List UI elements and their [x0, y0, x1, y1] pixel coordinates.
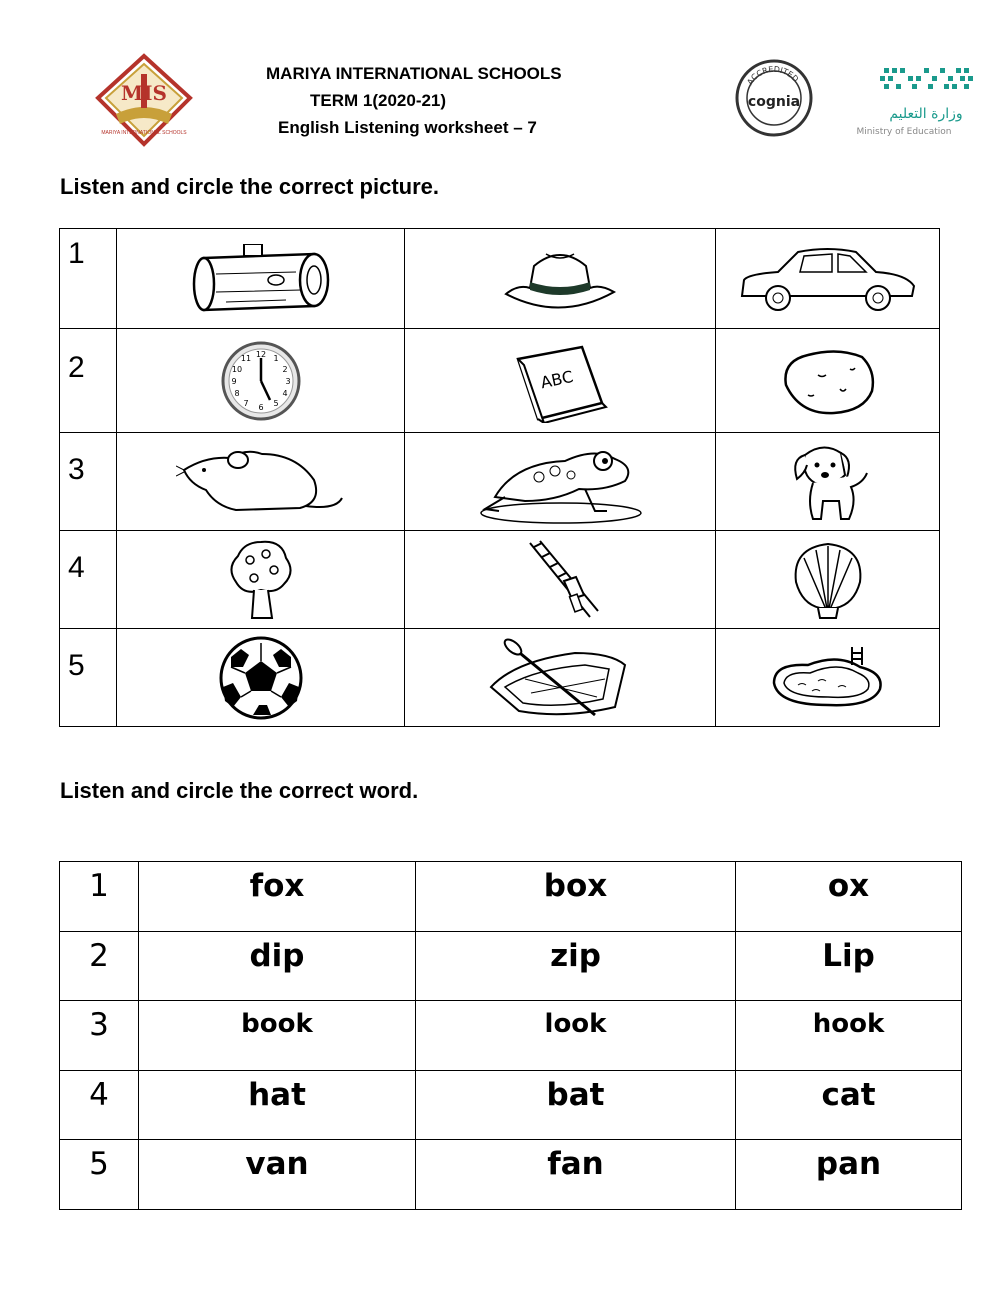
svg-text:3: 3	[284, 376, 291, 386]
frog-icon	[475, 439, 645, 525]
row-number: 2	[60, 329, 117, 433]
svg-text:2: 2	[281, 364, 288, 374]
svg-text:cognia: cognia	[747, 94, 801, 110]
svg-text:8: 8	[233, 388, 240, 398]
word-option[interactable]: ox	[736, 862, 962, 932]
svg-text:6: 6	[257, 402, 264, 412]
row-number: 3	[60, 1001, 139, 1071]
picture-instruction: Listen and circle the correct picture.	[60, 174, 440, 199]
word-option[interactable]: hat	[139, 1071, 416, 1140]
word-option[interactable]: box	[416, 862, 736, 932]
svg-text:4: 4	[281, 388, 288, 398]
svg-text:MIS: MIS	[121, 81, 167, 105]
picture-option[interactable]	[716, 629, 940, 727]
pool-icon	[768, 643, 888, 713]
svg-text:5: 5	[272, 398, 279, 408]
picture-option[interactable]	[405, 229, 716, 329]
cognia-accreditation-seal	[734, 58, 814, 138]
school-logo	[92, 52, 196, 148]
word-option[interactable]: look	[416, 1001, 736, 1071]
boat-icon	[485, 635, 635, 721]
puppy-icon	[783, 439, 873, 525]
word-option[interactable]: pan	[736, 1140, 962, 1210]
tree-icon	[226, 538, 296, 622]
row-number: 1	[60, 862, 139, 932]
row-number: 1	[60, 229, 117, 329]
picture-row	[60, 433, 940, 531]
word-option[interactable]: fan	[416, 1140, 736, 1210]
word-option[interactable]: van	[139, 1140, 416, 1210]
word-row	[60, 1140, 962, 1210]
picture-option[interactable]	[117, 629, 405, 727]
picture-option[interactable]	[117, 329, 405, 433]
picture-table	[59, 228, 940, 727]
word-option[interactable]: fox	[139, 862, 416, 932]
svg-text:Ministry of Education: Ministry of Education	[856, 127, 952, 137]
svg-text:12: 12	[255, 349, 266, 359]
header-text	[230, 60, 650, 141]
word-option[interactable]: hook	[736, 1001, 962, 1071]
picture-option[interactable]	[716, 433, 940, 531]
book-icon	[510, 339, 610, 423]
picture-option[interactable]	[117, 229, 405, 329]
word-option[interactable]: cat	[736, 1071, 962, 1140]
term: TERM 1(2020-21)	[310, 91, 447, 110]
word-row	[60, 1071, 962, 1140]
picture-row	[60, 629, 940, 727]
picture-option[interactable]	[405, 531, 716, 629]
word-row	[60, 862, 962, 932]
svg-text:وزارة التعليم: وزارة التعليم	[889, 106, 963, 122]
worksheet-title: English Listening worksheet – 7	[278, 118, 537, 137]
svg-text:9: 9	[230, 376, 237, 386]
word-instruction: Listen and circle the correct word.	[60, 778, 419, 803]
picture-option[interactable]	[117, 433, 405, 531]
svg-text:ABC: ABC	[538, 366, 575, 392]
rat-icon	[176, 440, 346, 524]
svg-text:1: 1	[272, 353, 279, 363]
word-option[interactable]: bat	[416, 1071, 736, 1140]
school-name: MARIYA INTERNATIONAL SCHOOLS	[266, 64, 562, 83]
picture-option[interactable]	[405, 629, 716, 727]
svg-text:10: 10	[231, 364, 242, 374]
picture-row	[60, 329, 940, 433]
row-number: 3	[60, 433, 117, 531]
log-icon	[186, 244, 336, 314]
row-number: 2	[60, 932, 139, 1001]
word-option[interactable]: Lip	[736, 932, 962, 1001]
svg-text:ACCREDITED: ACCREDITED	[745, 64, 801, 87]
word-option[interactable]: book	[139, 1001, 416, 1071]
car-icon	[738, 244, 918, 314]
word-row	[60, 1001, 962, 1071]
shell-icon	[788, 538, 868, 622]
word-table	[59, 861, 962, 1210]
ministry-of-education-logo	[836, 62, 976, 142]
picture-row	[60, 531, 940, 629]
hat-icon	[500, 244, 620, 314]
word-option[interactable]: dip	[139, 932, 416, 1001]
svg-text:11: 11	[240, 353, 251, 363]
svg-text:MARIYA INTERNATIONAL SCHOOLS: MARIYA INTERNATIONAL SCHOOLS	[101, 130, 187, 136]
row-number: 4	[60, 531, 117, 629]
clock-icon	[220, 340, 302, 422]
picture-option[interactable]	[405, 329, 716, 433]
row-number: 5	[60, 629, 117, 727]
zipper-icon	[520, 537, 600, 623]
picture-option[interactable]	[716, 329, 940, 433]
row-number: 5	[60, 1140, 139, 1210]
picture-option[interactable]	[117, 531, 405, 629]
word-row	[60, 932, 962, 1001]
rock-icon	[778, 345, 878, 417]
picture-row	[60, 229, 940, 329]
word-option[interactable]: zip	[416, 932, 736, 1001]
row-number: 4	[60, 1071, 139, 1140]
picture-option[interactable]	[716, 229, 940, 329]
picture-option[interactable]	[405, 433, 716, 531]
picture-option[interactable]	[716, 531, 940, 629]
svg-text:7: 7	[242, 398, 249, 408]
ball-icon	[211, 635, 311, 721]
